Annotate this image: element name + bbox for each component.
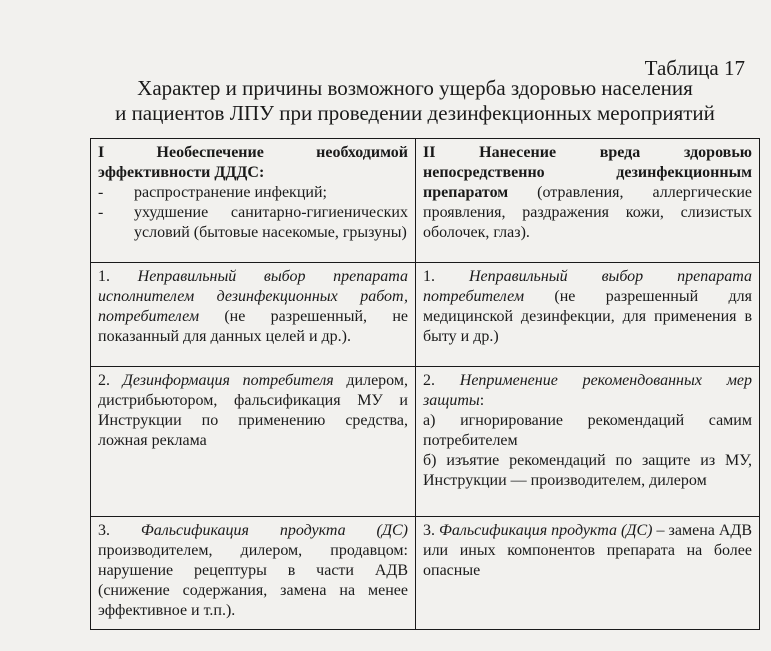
row1-left-cell: 1. Неправильный выбор препарата исполнителем дезинфекционных работ, потребителем (не разрешенный, не показанный для данных целей и др.). <box>91 263 416 367</box>
table-number-label: Таблица 17 <box>644 56 745 80</box>
row2-right-cell: 2. Неприменение рекомендованных мер защиты: а) игнорирование рекомендаций самим потребителем б) изъятие рекомендаций по защите из МУ, Инструкции — производителем, дилером <box>416 367 760 517</box>
row1-right-cell: 1. Неправильный выбор препарата потребителем (не разрешенный для медицинской дезинфекции, для применения в быту и др.) <box>416 263 760 367</box>
row3-left-cell: 3. Фальсификация продукта (ДС) производителем, дилером, продавцом: нарушение рецептуры в части АДВ (снижение содержания, замена на менее эффективное и т.п.). <box>91 517 416 630</box>
caption-line-1: Характер и причины возможного ущерба здоровью населения <box>137 76 693 100</box>
row1-left-emphasis: Неправильный выбор препарата исполнителем дезинфекционных работ, потребителем <box>98 268 409 325</box>
header-cell-right <box>416 139 760 263</box>
row2-right-item-a: а) игнорирование рекомендаций самим потребителем <box>423 412 752 449</box>
row2-left-cell: 2. Дезинформация потребителя дилером, дистрибьютором, фальсификация МУ и Инструкции по применению средства, ложная реклама <box>91 367 416 517</box>
table-row <box>91 517 760 630</box>
damage-causes-table <box>90 138 760 630</box>
row2-right-item-b: б) изъятие рекомендаций по защите из МУ, Инструкции — производителем, дилером <box>423 452 752 489</box>
header-cell-left <box>91 139 416 263</box>
row3-left-emphasis: Фальсификация продукта (ДС) <box>140 522 408 539</box>
row2-right-emphasis: Неприменение рекомендованных мер защиты <box>423 372 753 409</box>
header-left-list <box>98 183 408 243</box>
table-caption <box>90 76 740 126</box>
list-item: - распространение инфекций; <box>98 184 327 201</box>
header-right-title: II Нанесение вреда здоровью непосредственно дезинфекционным препаратом <box>423 144 752 201</box>
table-header-row <box>91 139 760 263</box>
row1-right-emphasis: Неправильный выбор препарата потребителем <box>423 268 752 305</box>
header-right-text: (отравления, аллергические проявления, раздражения кожи, слизистых оболочек, глаз). <box>423 184 752 241</box>
table-row <box>91 263 760 367</box>
list-item: - ухудшение санитарно-гигиенических условий (бытовые насекомые, грызуны) <box>98 204 408 241</box>
row3-right-emphasis: Фальсификация продукта (ДС) <box>439 522 653 539</box>
table-row <box>91 367 760 517</box>
row3-right-cell: 3. Фальсификация продукта (ДС) – замена АДВ или иных компонентов препарата на более опасные <box>416 517 760 630</box>
header-left-title: I Необеспечение необходимой эффективности ДДДС: <box>98 144 408 181</box>
row2-left-emphasis: Дезинформация потребителя <box>122 372 334 389</box>
caption-line-2: и пациентов ЛПУ при проведении дезинфекционных мероприятий <box>115 101 715 125</box>
